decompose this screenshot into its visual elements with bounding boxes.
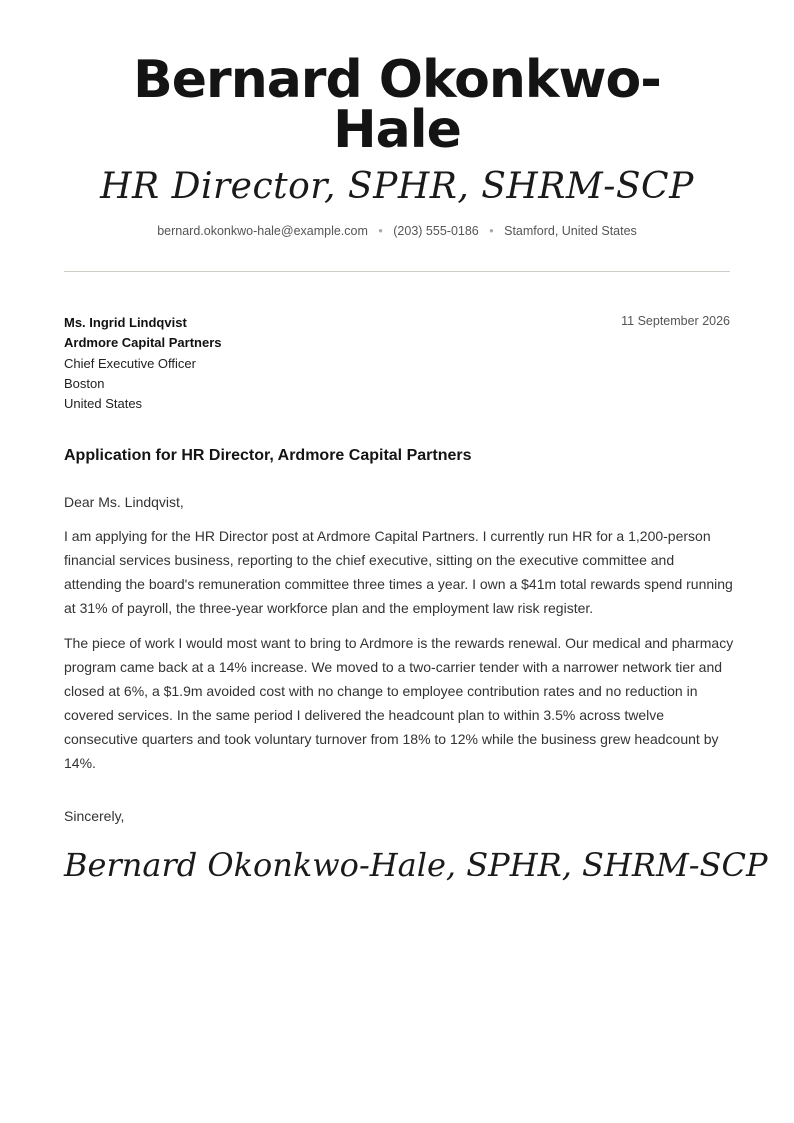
- body-paragraph: The piece of work I would most want to bring to Ardmore is the rewards renewal. Our medical and pharmacy program came back at a 14% increase. We moved to a two-carrier tender with a narrower network tier and closed at 6%, a $1.9m avoided cost with no change to employee contribution rates and no reduction in covered services. In the same period I delivered the headcount plan to within 3.5% across twelve consecutive quarters and took voluntary turnover from 18% to 12% while the business grew headcount by 14%.: [64, 635, 734, 771]
- applicant-title: HR Director, SPHR, SHRM-SCP: [100, 166, 694, 207]
- body-paragraph: I am applying for the HR Director post at Ardmore Capital Partners. I currently run HR for a 1,200-person financial services business, reporting to the chief executive, sitting on the executive committee and attending the board's remuneration committee three times a year. I own a $41m total rewards spend running at 31% of payroll, the three-year workforce plan and the employment law risk register.: [64, 528, 733, 616]
- letter-subject: Application for HR Director, Ardmore Capital Partners: [64, 447, 472, 464]
- contact-location: Stamford, United States: [504, 224, 637, 238]
- recipient-name: Ms. Ingrid Lindqvist: [64, 315, 187, 330]
- contact-line: [0, 224, 794, 238]
- letter-header: [0, 0, 794, 238]
- recipient-company: Ardmore Capital Partners: [64, 335, 222, 351]
- recipient-role: Chief Executive Officer: [64, 355, 196, 371]
- contact-email: bernard.okonkwo-hale@example.com: [157, 224, 368, 238]
- header-divider: [64, 271, 730, 272]
- contact-separator: •: [378, 224, 383, 238]
- letter-greeting: Dear Ms. Lindqvist,: [64, 494, 184, 510]
- recipient-city: Boston: [64, 375, 105, 391]
- contact-phone: (203) 555-0186: [393, 224, 479, 238]
- letter-date: 11 September 2026: [621, 314, 730, 328]
- contact-separator: •: [489, 224, 494, 238]
- recipient-country: United States: [64, 396, 143, 412]
- recipient-block: [64, 313, 222, 414]
- letter-closing: Sincerely,: [64, 808, 125, 824]
- applicant-name: Bernard Okonkwo-Hale: [133, 50, 661, 160]
- signature: Bernard Okonkwo-Hale, SPHR, SHRM-SCP: [64, 846, 768, 884]
